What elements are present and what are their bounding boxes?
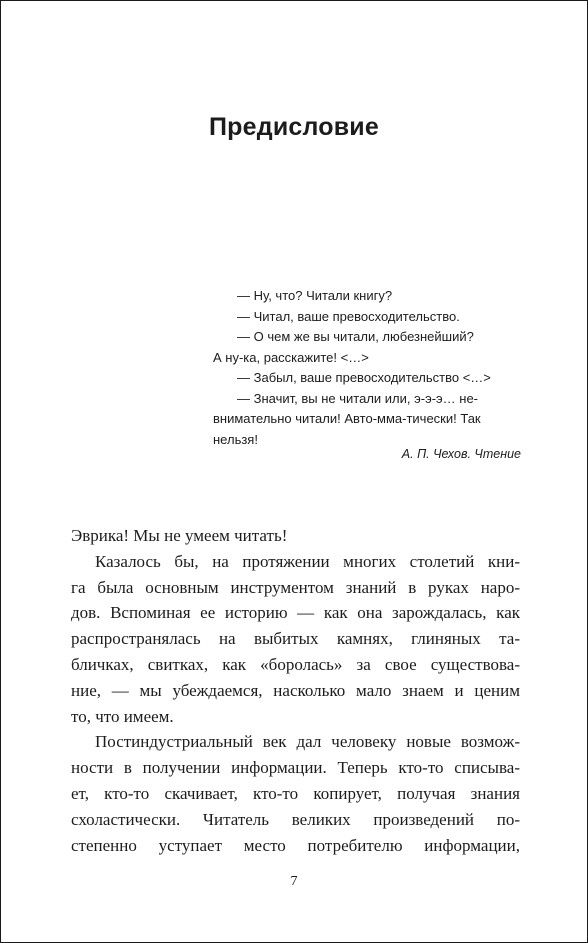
- epigraph-line: нельзя!: [213, 431, 258, 447]
- body-line: ности в получении информации. Теперь кто-то списыва-: [71, 758, 520, 778]
- body-line: ние, — мы убеждаемся, насколько мало знаем и ценим: [71, 680, 520, 700]
- epigraph-line: А ну-ка, расскажите! <…>: [213, 349, 369, 365]
- body-line: Казалось бы, на протяжении многих столетий кни-: [95, 551, 520, 571]
- chapter-title: Предисловие: [209, 113, 379, 141]
- body-line: Эврика! Мы не умеем читать!: [71, 526, 288, 545]
- page-number: 7: [290, 874, 298, 889]
- body-line: распространялась на выбитых камнях, глиняных та-: [71, 629, 520, 649]
- epigraph-attribution: А. П. Чехов. Чтение: [401, 447, 521, 461]
- body-line: ет, кто-то скачивает, кто-то копирует, получая знания: [71, 783, 520, 803]
- body-line: га была основным инструментом знаний в руках наро-: [71, 577, 520, 597]
- body-text: [71, 523, 520, 858]
- body-line: схоластически. Читатель великих произведений по-: [71, 809, 520, 829]
- epigraph-line: — Значит, вы не читали или, э-э-э… не-: [237, 390, 479, 406]
- epigraph: [213, 286, 521, 450]
- epigraph-line: — О чем же вы читали, любезнейший?: [237, 329, 474, 344]
- body-line: то, что имеем.: [71, 706, 174, 726]
- body-line: бличках, свитках, как «боролась» за свое существова-: [71, 654, 520, 674]
- epigraph-line: внимательно читали! Авто-мма-тически! Так: [213, 411, 481, 426]
- body-line: Постиндустриальный век дал человеку новые возмож-: [95, 732, 520, 752]
- epigraph-line: — Читал, ваше превосходительство.: [237, 308, 460, 324]
- epigraph-line: — Ну, что? Читали книгу?: [237, 288, 393, 303]
- epigraph-line: — Забыл, ваше превосходительство <…>: [237, 370, 491, 385]
- body-line: степенно уступает место потребителю информации,: [71, 835, 520, 855]
- body-line: дов. Вспоминая ее историю — как она зарождалась, как: [71, 603, 520, 623]
